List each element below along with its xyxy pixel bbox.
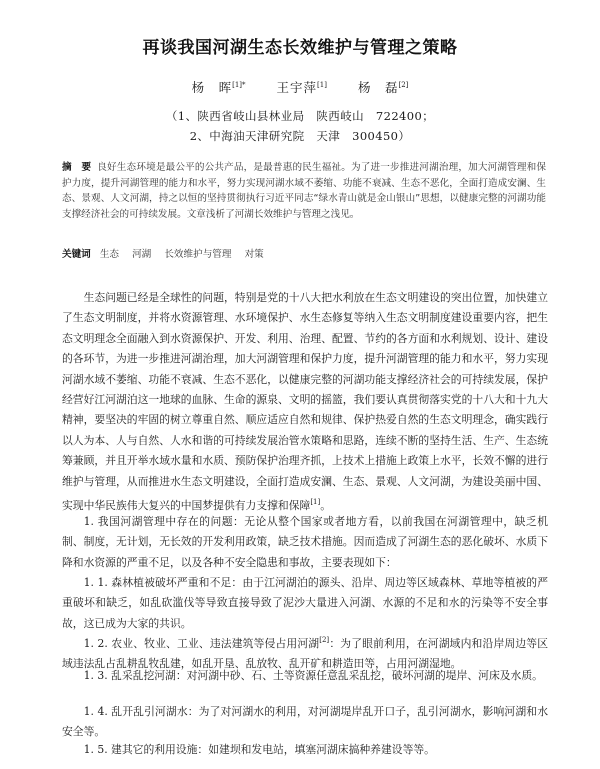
- paper-title: 再谈我国河湖生态长效维护与管理之策略: [142, 38, 458, 58]
- abstract-text: 良好生态环境是最公平的公共产品，是最普惠的民生福祉。为了进一步推进河湖治理，加大河湖管理和保护力度，提升河湖管理的能力和水平，努力实现河湖水域不萎缩、功能不衰减、生态不恶化，全面打造成安澜、生态、景观、人文河湖，持之以恒的坚持贯彻执行习近平同志“绿水青山就是金山银山”思想，以健康完整的河湖功能支撑经济社会的可持续发展。文章浅析了河湖长效维护与管理之浅见。: [62, 162, 547, 220]
- affiliation-line: （1、陕西省岐山县林业局 陕西岐山 722400；: [165, 109, 435, 123]
- section-1-text: 1. 我国河湖管理中存在的问题：无论从整个国家或者地方看，以前我国在河湖管理中，缺乏机制、制度，无计划，无长效的开发利用政策，缺乏技术措施。因而造成了河湖生态的恶化破坏、水质下降和水资源的严重不足，以及各种不安全隐患和事故，主要表现如下：: [62, 515, 548, 569]
- section-1-paragraph: [62, 512, 548, 573]
- abstract: [62, 160, 546, 222]
- intro-end: 。: [320, 499, 332, 513]
- keywords: [62, 247, 546, 262]
- author-ref: [1]: [317, 81, 327, 89]
- list-item: [62, 740, 548, 760]
- intro-text: 生态问题已经是全球性的问题，特别是党的十八大把水利放在生态文明建设的突出位置，加快建立了生态文明制度，并将水资源管理、水环境保护、水生态修复等纳入生态文明制度建设重要内容，把生态文明理念全面融入到水资源保护、开发、利用、治理、配置、节约的各方面和水利规划、设计、建设的各环节，为进一步推进河湖治理，加大河湖管理和保护力度，提升河湖管理的能力和水平，努力实现河湖水域不萎缩、功能不衰减、生态不恶化，以健康完整的河湖功能支撑经济社会的可持续发展，保护经营好江河湖泊这一地球的血脉、生命的源泉、文明的摇篮，我们要认真贯彻落实党的十八大和十九大精神，要坚决的牢固的树立尊重自然、顺应适应自然和规律、保护热爱自然的生态文明理念，确实践行以人为本、人与自然、人水和谐的可持续发展治管水策略和思路，连续不断的坚持生活、生产、生态统筹兼顾，并且开举水域水量和水质、预防保护治理齐抓，上技术上措施上政策上水平，长效不懈的进行维护与管理，从而推进水生态文明建设，全面打造成安澜、生态、景观、人文河湖，为建设美丽中国、实现中华民族伟大复兴的中国梦提供有力支撑和保障: [62, 291, 548, 513]
- list-item-tail: ：为了眼前利用，在河湖域内和沿岸周边等区域违法乱占乱耕乱牧乱建，如乱开垦、乱放牧、乱开矿和耕造田等，占用河湖湿地。: [62, 637, 549, 671]
- list-item-text: 1. 1. 森林植被破坏严重和不足：由于江河湖泊的源头、沿岸、周边等区域森林、草地等植被的严重破坏和缺乏，如乱砍滥伐等导致直接导致了泥沙大量进入河湖、水源的不足和水的污染等不安全事故，这已成为大家的共识。: [62, 576, 548, 630]
- list-item-text: 1. 5. 建其它的利用设施：如建坝和发电站，填塞河湖床搞种养建设等等。: [83, 743, 435, 756]
- keyword: 对策: [244, 249, 264, 260]
- intro-paragraph: [62, 288, 548, 516]
- list-item: [62, 702, 548, 743]
- keyword: 河湖: [132, 249, 152, 260]
- author-ref: [1]*: [232, 81, 246, 89]
- keywords-label: 关键词: [62, 249, 91, 260]
- list-item: [62, 573, 548, 634]
- keyword: 生态: [99, 249, 120, 260]
- keyword: 长效维护与管理: [164, 249, 232, 260]
- list-item-text: 1. 3. 乱采乱挖河湖：对河湖中砂、石、土等资源任意乱采乱挖，破坏河湖的堤岸、河床及水质。: [83, 669, 543, 682]
- list-item: [62, 666, 548, 686]
- affiliation-line: 2、中海油天津研究院 天津 300450）: [189, 129, 411, 143]
- list-item-text: 1. 4. 乱开乱引河湖水：为了对河湖水的利用，对河湖堤岸乱开口子，乱引河湖水，影响河湖和水安全等。: [62, 705, 548, 739]
- author-ref: [2]: [398, 81, 409, 89]
- author-line: [0, 78, 600, 96]
- author-name: 杨 磊: [357, 80, 399, 95]
- citation-ref: [1]: [310, 498, 321, 507]
- abstract-label: 摘 要: [62, 162, 92, 173]
- citation-ref: [2]: [319, 636, 330, 644]
- author-name: 杨 晖: [191, 80, 233, 95]
- author-name: 王宇萍: [276, 80, 318, 95]
- list-item-text: 1. 2. 农业、牧业、工业、违法建筑等侵占用河湖: [83, 637, 320, 650]
